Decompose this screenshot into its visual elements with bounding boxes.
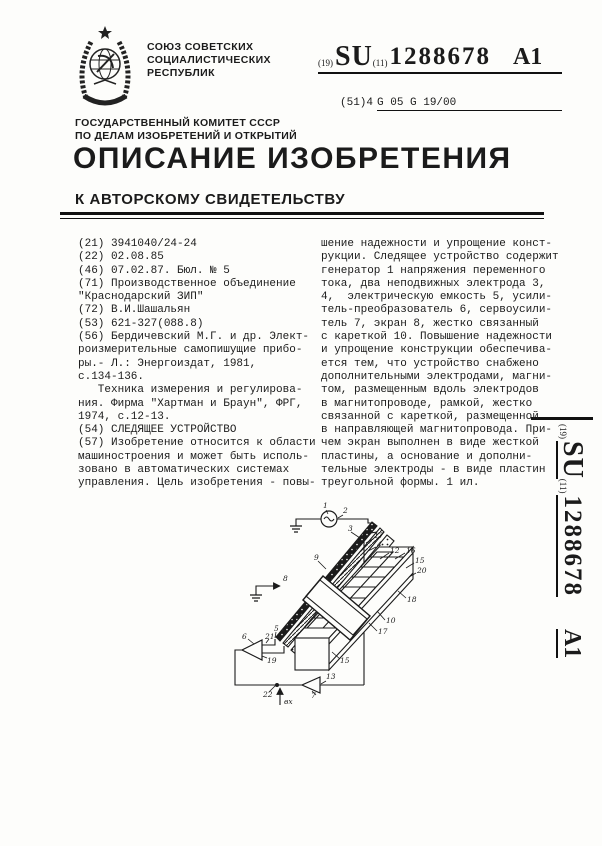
label-electrode3: 3 xyxy=(348,524,353,533)
committee-line: ПО ДЕЛАМ ИЗОБРЕТЕНИЙ И ОТКРЫТИЙ xyxy=(75,129,297,142)
publisher-line: СОЮЗ СОВЕТСКИХ xyxy=(147,41,254,53)
amplifier-6 xyxy=(242,640,262,660)
country-code-label: (19) xyxy=(318,58,333,68)
committee-block xyxy=(75,117,297,142)
pub-number-label: (11) xyxy=(372,58,388,68)
ground-icon xyxy=(250,595,262,601)
ipc-label: (51)4 xyxy=(340,97,374,109)
side-country-code: SU xyxy=(557,441,588,479)
ipc-classification xyxy=(340,97,562,111)
label-amp6: 6 xyxy=(242,632,247,641)
label-22: 22 xyxy=(263,690,273,699)
label-16: 16 xyxy=(406,546,416,555)
kind-code: A1 xyxy=(512,44,543,70)
country-code: SU xyxy=(335,41,373,72)
label-19: 19 xyxy=(267,656,277,665)
label-plate9: 9 xyxy=(314,553,319,562)
side-pub-number-label: (11) xyxy=(558,478,568,494)
committee-line: ГОСУДАРСТВЕННЫЙ КОМИТЕТ СССР xyxy=(75,117,281,129)
label-18: 18 xyxy=(407,595,417,604)
coat-of-arms-icon xyxy=(74,22,136,108)
label-17b: 17 xyxy=(378,627,388,636)
label-amp7: 7 xyxy=(311,691,316,700)
star-icon xyxy=(98,26,112,39)
label-21: 21 xyxy=(265,632,275,641)
document-title: ОПИСАНИЕ ИЗОБРЕТЕНИЯ xyxy=(73,142,512,175)
generator-ground-wire xyxy=(296,519,321,526)
label-10: 10 xyxy=(386,616,396,625)
publication-number-line xyxy=(318,41,562,74)
side-pub-number: 1288678 xyxy=(556,495,585,597)
ground-icon xyxy=(290,526,302,532)
magnet-block-front xyxy=(295,638,329,670)
bibliographic-column: (21) 3941040/24-24 (22) 02.08.85 (46) 07.02.87. Бюл. № 5 (71) Производственное объединение "Краснодарский ЗИП" (72) В.И.Шашальян (53) 621-327(088.8) (56) Бердичевский М.Г. и др. Элект- роизмерительные самопишущие прибо- ры.- Л.: Энергоиздат, 1981, с.134-136. Техника измерения и регулирова- ния. Фирма "Хартман и Браун", ФРГ, 1974, с.12-13. (54) СЛЕДЯЩЕЕ УСТРОЙСТВО (57) Изобретение относится к области машиностроения и может быть исполь- зовано в автоматических системах управления. Цель изобретения - повы- xyxy=(78,238,316,490)
label-generator: 1 xyxy=(323,501,328,510)
label-wire2: 2 xyxy=(343,506,348,515)
document-subtitle: К АВТОРСКОМУ СВИДЕТЕЛЬСТВУ xyxy=(75,191,346,208)
tracking-device-drawing xyxy=(180,492,500,762)
publication-number-header xyxy=(318,41,562,74)
ipc-code: G 05 G 19/00 xyxy=(377,97,562,111)
patent-figure xyxy=(180,492,500,762)
label-13: 13 xyxy=(326,672,336,681)
publisher-block xyxy=(147,41,271,80)
publisher-line: РЕСПУБЛИК xyxy=(147,67,215,79)
side-country-code-label: (19) xyxy=(558,424,568,439)
label-12: 12 xyxy=(390,546,400,555)
generator-output-wire xyxy=(337,519,372,523)
label-15b: 15 xyxy=(340,656,350,665)
label-17a: 17 xyxy=(374,531,384,540)
label-input: вх xyxy=(284,697,293,706)
side-kind-code: A1 xyxy=(556,629,585,658)
pub-number: 1288678 xyxy=(389,43,491,70)
label-screen8: 8 xyxy=(283,574,288,583)
label-electrode4: 4 xyxy=(377,540,382,549)
ussr-coat-of-arms xyxy=(74,22,136,108)
pickup-wire-21 xyxy=(262,646,284,653)
label-5: 5 xyxy=(274,624,279,633)
abstract-column: шение надежности и упрощение конст- рукции. Следящее устройство содержит генератор 1 напряжения переменного тока, два неподвижных электрода 3, 4, электрическую емкость 5, усили- тель-преобразователь 6, сервоусили- тель 7, экран 8, жестко связанный с кареткой 10. Повышение надежности и упрощение конструкции обеспечива- ется тем, что устройство снабжено дополнительными электродами, магни- том, размещенным вдоль электродов в магнитопроводе, рамкой, жестко связанной с кареткой, размещенной в направляющей магнитопровода. При- чем экран выполнен в виде жесткой пластины, а основание и дополни- тельные электроды - в виде пластин треугольной формы. 1 ил. xyxy=(321,238,559,490)
side-publication-number xyxy=(556,424,596,706)
label-15a: 15 xyxy=(415,556,425,565)
screen-wire xyxy=(256,586,280,589)
header-divider xyxy=(60,212,544,219)
label-20: 20 xyxy=(417,566,427,575)
publisher-line: СОЦИАЛИСТИЧЕСКИХ xyxy=(147,54,271,66)
